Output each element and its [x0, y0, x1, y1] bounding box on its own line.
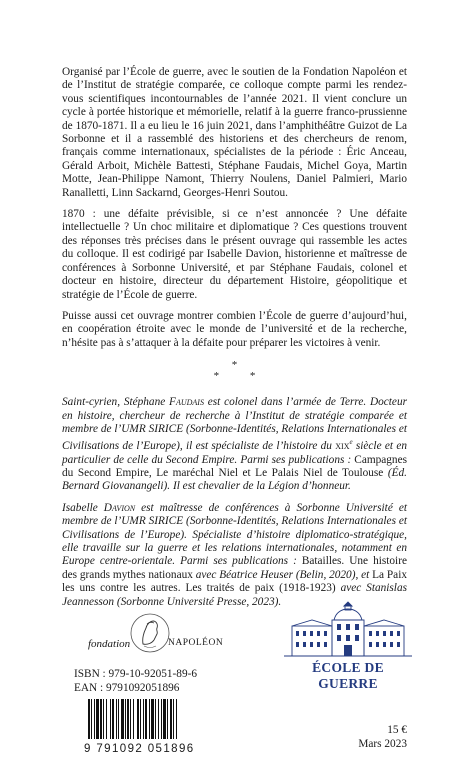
back-cover-text	[62, 66, 407, 617]
bio-text: est colonel dans l’armée de Terre. Docteur en histoire, chercheur de recherche à l’Institut de stratégie comparée et membre de l’UMR SIRICE (Sorbonne-Identités, Relations Internationales et Civilisations de l’Europe), il est spécialiste de l’histoire du	[62, 396, 407, 453]
barcode-bar	[151, 699, 154, 739]
barcode-bar	[106, 699, 107, 739]
ecole-building-icon	[284, 600, 412, 658]
barcode-bar	[91, 699, 92, 739]
isbn-text: ISBN : 979-10-92051-89-6	[74, 668, 198, 680]
bio-text: avec Béatrice Heuser (Belin, 2020), et	[192, 568, 373, 581]
barcode-bar	[130, 699, 131, 739]
barcode-bar	[176, 699, 177, 739]
barcode-bar	[167, 699, 168, 739]
barcode-bar	[145, 699, 147, 739]
barcode-bar	[149, 699, 150, 739]
barcode-bar	[88, 699, 90, 739]
bio-text: Saint-cyrien, Stéphane	[62, 396, 170, 409]
paragraph-questions: 1870 : une défaite prévisible, si ce n’est annoncée ? Une défaite intellectuelle ? Un choc militaire et diplomatique ? Ces questions trouvent des réponses très précises dans le présent ouvrage qui rassemble les actes du colloque. Il est codirigé par Isabelle Davion, historienne et maîtresse de conférences à Sorbonne Université, et par Stéphane Faudais, colonel et docteur en histoire, directeur du département Histoire, géopolitique et stratégie de l’École de guerre.	[62, 208, 407, 301]
barcode-bar	[96, 699, 99, 739]
napoleon-profile-icon	[130, 610, 170, 656]
book-title: Le maréchal Niel et Le Palais Niel de Toulouse	[156, 466, 384, 479]
barcode-bar	[163, 699, 166, 739]
book-title: Batailles. Une histoire des grands mythes nationaux	[62, 555, 407, 581]
barcode-bar	[173, 699, 174, 739]
barcode-bar	[125, 699, 126, 739]
fondation-napoleon-logo	[72, 610, 224, 660]
barcode-bar	[137, 699, 139, 739]
barcode-bar	[127, 699, 129, 739]
paragraph-conclusion: Puisse aussi cet ouvrage montrer combien l’École de guerre d’aujourd’hui, en coopération étroite avec le monde de l’université et de la recherche, n’hésite pas à s’attaquer à la défaite pour préparer les victoires à venir.	[62, 309, 407, 349]
barcode-bar	[143, 699, 144, 739]
bio-text: avec Stanislas Jeannesson (Sorbonne Université Presse, 2023).	[62, 582, 407, 608]
separator-star-top: *	[231, 359, 238, 372]
fondation-word: fondation	[88, 638, 131, 650]
bio-text: siècle et en particulier de celle du Second Empire. Parmi ses publications :	[62, 440, 407, 466]
bio-davion	[62, 502, 407, 609]
price-text: 15 €	[387, 724, 407, 736]
barcode-bar	[170, 699, 172, 739]
back-cover-footer	[62, 600, 407, 760]
ean-text: EAN : 9791092051896	[74, 681, 180, 694]
barcode-bar	[112, 699, 114, 739]
author-name-faudais: Faudais	[169, 396, 204, 409]
author-name-davion: Davion	[103, 501, 136, 514]
ecole-de-guerre-wordmark: ÉCOLE DE GUERRE	[312, 660, 384, 691]
barcode-bar	[100, 699, 102, 739]
napoleon-word: NAPOLÉON	[168, 638, 224, 648]
isbn-block	[74, 668, 197, 695]
bio-text: ,	[148, 466, 157, 479]
publication-date: Mars 2023	[358, 737, 407, 750]
barcode-digits: 9 791092 051896	[84, 743, 195, 755]
barcode	[84, 699, 220, 755]
bio-text: est maîtresse de conférences à Sorbonne Université et membre de l’UMR SIRICE (Sorbonne-Identités, Relations Internationales et Civilisations de l’Europe). Spécialiste d’histoire diplomatico-stratégique, elle travaille sur la guerre et les relations internationales, notamment en Europe centre-orientale. Parmi ses publications :	[62, 501, 407, 568]
book-title: La Paix les uns contre les autres. Les traités de paix (1918-1923)	[62, 568, 407, 595]
barcode-bar	[140, 699, 141, 739]
paragraph-presentation: Organisé par l’École de guerre, avec le soutien de la Fondation Napoléon et de l’Institut de stratégie comparée, ce colloque compte parmi les rendez-vous scientifiques incontournables de l’année 2021. Il vient conclure un cycle à portée historique et mémorielle, relatif à la guerre franco-prussienne de 1870-1871. Il a eu lieu le 16 juin 2021, dans l’amphithéâtre Guizot de La Sorbonne et il a rassemblé des historiens et des chercheurs de renom, français comme internationaux, spécialistes de la période : Éric Anceau, Gérald Arboit, Michèle Battesti, Stéphane Faudais, Michel Goya, Martin Motte, Jean-Philippe Namont, Thierry Noulens, Daniel Palmieri, Mario Ranalletti, Linn Sackarnd, Georges-Henri Soutou.	[62, 66, 407, 199]
bio-text: (Éd. Bernard Giovanangeli). Il est chevalier de la Légion d’honneur.	[62, 466, 407, 493]
book-title: Campagnes du Second Empire	[62, 453, 407, 479]
barcode-bar	[133, 699, 134, 739]
barcode-bar	[121, 699, 124, 739]
barcode-bar	[118, 699, 119, 739]
bio-faudais	[62, 396, 407, 494]
century-numeral: xix	[335, 440, 350, 453]
section-separator	[62, 360, 407, 382]
barcode-bar	[158, 699, 159, 739]
barcode-bars	[84, 699, 220, 739]
barcode-bar	[103, 699, 104, 739]
century-superscript: e	[349, 438, 353, 447]
ecole-de-guerre-logo	[284, 600, 412, 691]
barcode-bar	[116, 699, 117, 739]
separator-stars-bottom: * *	[213, 370, 270, 383]
barcode-bar	[155, 699, 156, 739]
barcode-bar	[110, 699, 111, 739]
barcode-bar	[94, 699, 95, 739]
barcode-bar	[161, 699, 162, 739]
price-block	[358, 724, 407, 751]
bio-text: Isabelle	[62, 501, 104, 514]
